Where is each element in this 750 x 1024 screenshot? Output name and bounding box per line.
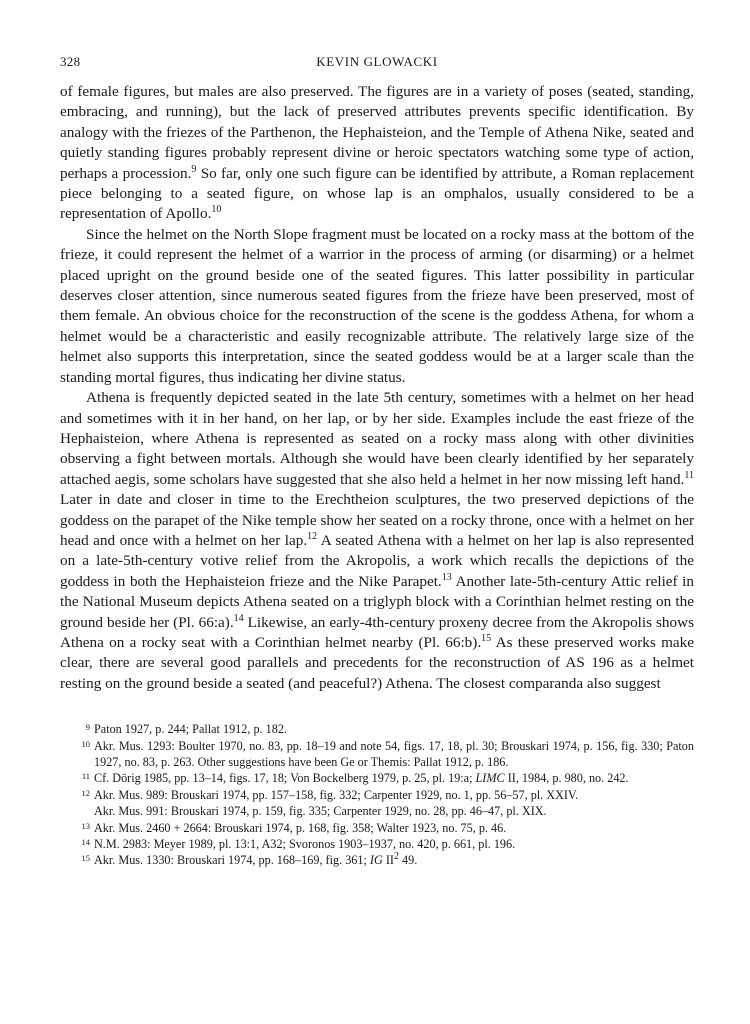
paragraph-text: of female figures, but males are also preserved. The figures are in a variety of poses (seated, standing, embracing, and running), but the lack of preserved attributes prevents specific identification. By analogy with the friezes of the Parthenon, the Hephaisteion, and the Temple of Athena Nike, seated and quietly standing figures probably represent divine or heroic spectators watching some type of action, perhaps a procession. xyxy=(60,83,694,182)
footnote-number: 11 xyxy=(81,771,90,782)
footnote-text: Akr. Mus. 989: Brouskari 1974, pp. 157–158, fig. 332; Carpenter 1929, no. 1, pp. 56–57, pl. XXIV. xyxy=(94,787,579,802)
footnote-number: 13 xyxy=(81,820,90,831)
footnote-text: Cf. Dörig 1985, pp. 13–14, figs. 17, 18; Von Bockelberg 1979, p. 25, pl. 19:a; xyxy=(94,771,476,786)
footnote-ref[interactable]: 9 xyxy=(191,163,197,175)
footnote-ref[interactable]: 15 xyxy=(481,632,492,644)
page-number: 328 xyxy=(60,54,81,69)
footnote-text: IG xyxy=(369,853,383,868)
footnote xyxy=(60,852,694,868)
footnote-number: 15 xyxy=(81,853,90,864)
paragraph-text: Athena is frequently depicted seated in the late 5th century, sometimes with a helmet on her head and sometimes with it in her hand, on her lap, or by her side. Examples include the east frieze of the Hephaisteion, where Athena is represented as seated on a rocky mass along with other divinities observing a fight between mortals. Although she would have been clearly identified by her separately attached aegis, some scholars have suggested that she also held a helmet in her now missing left hand. xyxy=(60,389,694,488)
paragraph-text: As these preserved works make clear, there are several good parallels and precedents for the reconstruction of AS 196 as a helmet resting on the ground beside a seated (and peaceful?) Athena. The closest comparanda also suggest xyxy=(60,633,694,692)
footnote-ref[interactable]: 11 xyxy=(684,469,694,481)
footnote xyxy=(60,820,694,836)
footnote xyxy=(60,738,694,771)
paragraph-text: Likewise, an early-4th-century proxeny decree from the Akropolis shows Athena on a rocky seat with a Corinthian helmet nearby (Pl. 66:b). xyxy=(60,613,694,651)
paragraph-text: Since the helmet on the North Slope fragment must be located on a rocky mass at the bottom of the frieze, it could represent the helmet of a warrior in the process of arming (or disarming) or a helmet placed upright on the ground beside one of the seated figures. This latter possibility in particular deserves closer attention, since numerous seated figures from the frieze have been preserved, most of them female. An obvious choice for the reconstruction of the scene is the goddess Athena, for whom a helmet would be a characteristic and easily recognizable attribute. The relatively large size of the helmet also supports this interpretation, since the seated goddess would be at a larger scale than the standing mortal figures, thus indicating her divine status. xyxy=(60,225,694,386)
footnote xyxy=(60,721,694,737)
footnote-number: 10 xyxy=(81,738,90,749)
footnotes xyxy=(60,721,694,869)
body-paragraph xyxy=(60,225,694,388)
footnote-text: Akr. Mus. 1293: Boulter 1970, no. 83, pp. 18–19 and note 54, figs. 17, 18, pl. 30; Brouskari 1974, p. 156, fig. 330; Paton 1927, no. 83, p. 263. Other suggestions have been Ge or Themis: Pallat 1912, p. 186. xyxy=(94,738,694,769)
footnote-number: 9 xyxy=(85,722,90,733)
footnote-text: Akr. Mus. 991: Brouskari 1974, p. 159, fig. 335; Carpenter 1929, no. 28, pp. 46–47, pl. XIX. xyxy=(94,804,547,819)
footnote-text: II xyxy=(382,853,394,868)
footnote-text: Akr. Mus. 2460 + 2664: Brouskari 1974, p. 168, fig. 358; Walter 1923, no. 75, p. 46. xyxy=(94,820,507,835)
footnote-text: II, 1984, p. 980, no. 242. xyxy=(504,771,629,786)
page-header xyxy=(60,54,694,74)
paragraph-text: A seated Athena with a helmet on her lap is also represented on a late-5th-century votive relief from the Akropolis, a work which recalls the depictions of the goddess in both the Hephaisteion frieze and the Nike Parapet. xyxy=(60,531,694,590)
footnote xyxy=(60,836,694,852)
footnote-text: Paton 1927, p. 244; Pallat 1912, p. 182. xyxy=(94,722,287,737)
footnote-ref[interactable]: 10 xyxy=(211,204,222,216)
running-head: KEVIN GLOWACKI xyxy=(316,54,438,69)
footnote xyxy=(60,787,694,820)
footnote-text: Akr. Mus. 1330: Brouskari 1974, pp. 168–169, fig. 361; xyxy=(94,853,370,868)
paragraph-text: Later in date and closer in time to the Erechtheion sculptures, the two preserved depictions of the goddess on the parapet of the Nike temple show her seated on a rocky throne, once with a helmet on her head and once with a helmet on her lap. xyxy=(60,491,694,549)
body-paragraph xyxy=(60,388,694,694)
footnote-number: 14 xyxy=(81,837,90,848)
body-paragraph xyxy=(60,82,694,225)
footnote-ref[interactable]: 13 xyxy=(441,571,452,583)
footnote-text: 49. xyxy=(398,853,418,868)
paragraph-text: Another late-5th-century Attic relief in the National Museum depicts Athena seated on a triglyph block with a Corinthian helmet resting on the ground beside her (Pl. 66:a). xyxy=(60,572,694,631)
body-text xyxy=(60,82,694,694)
footnote-text: LIMC xyxy=(475,771,505,786)
page xyxy=(60,54,694,869)
footnote-ref[interactable]: 12 xyxy=(307,530,318,542)
footnote-ref[interactable]: 14 xyxy=(233,612,244,624)
footnote-number: 12 xyxy=(81,787,90,798)
footnote xyxy=(60,770,694,786)
footnote-text: 2 xyxy=(393,851,399,863)
paragraph-text: So far, only one such figure can be identified by attribute, a Roman replacement piece belonging to a seated figure, on whose lap is an omphalos, usually considered to be a representation of Apollo. xyxy=(60,164,694,223)
footnote-text: N.M. 2983: Meyer 1989, pl. 13:1, A32; Svoronos 1903–1937, no. 420, p. 661, pl. 196. xyxy=(94,837,516,852)
